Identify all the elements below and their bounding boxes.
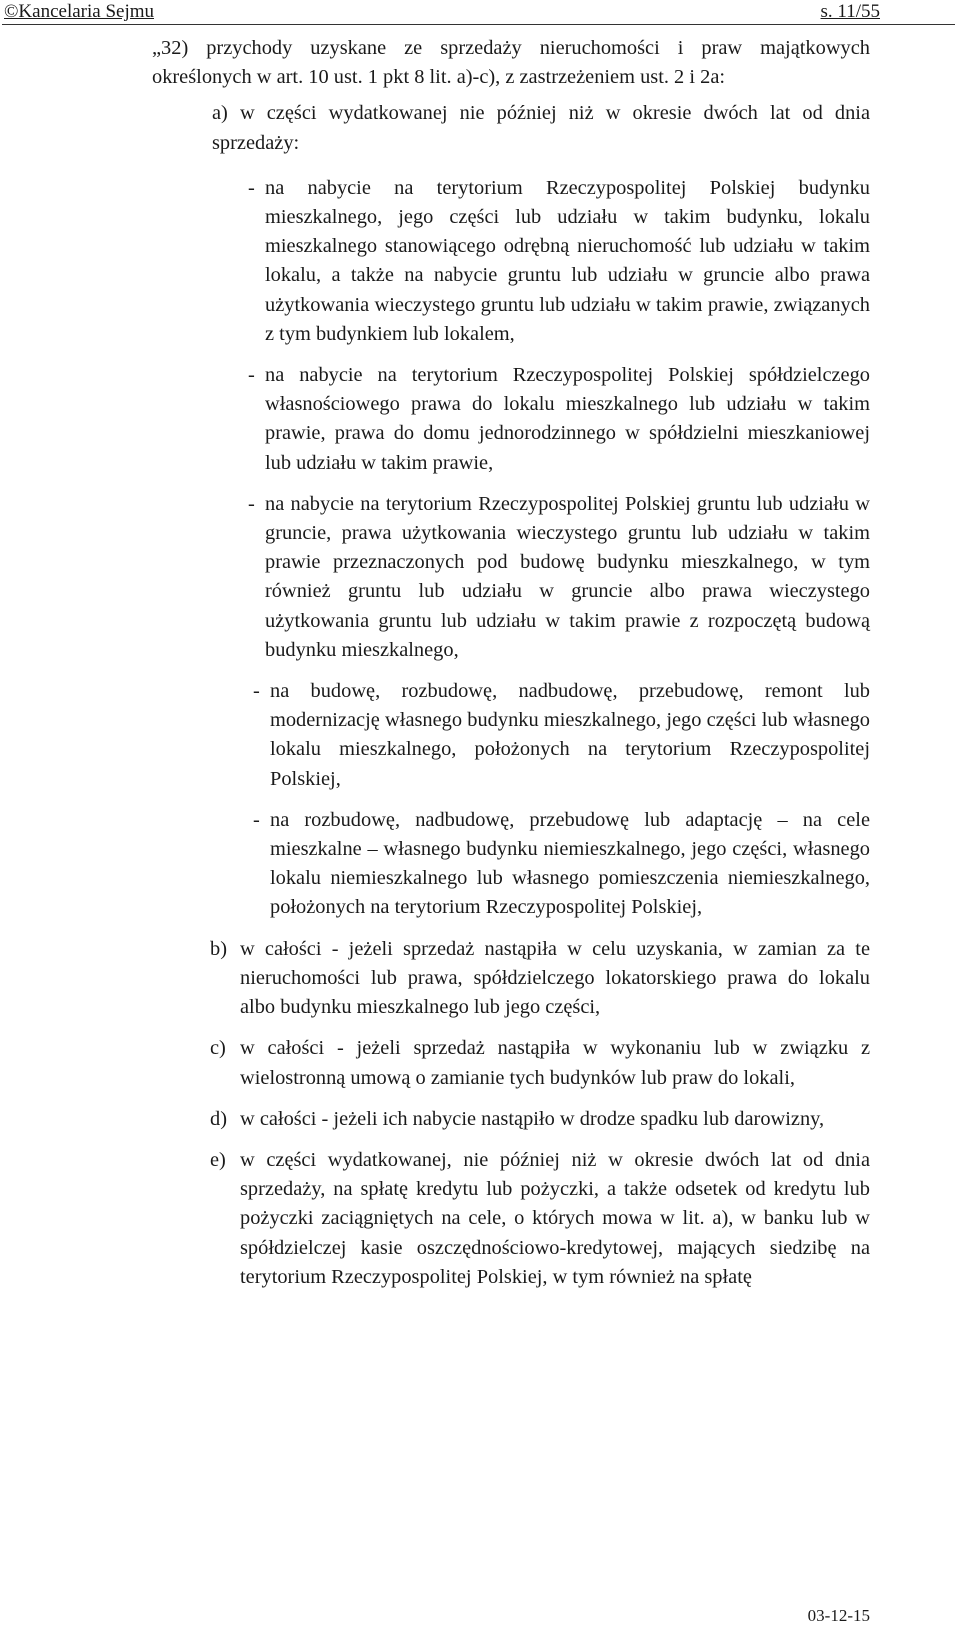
point-c: [210, 1034, 870, 1092]
dash-text: na budowę, rozbudowę, nadbudowę, przebudowę, remont lub modernizację własnego budynku mieszkalnego, jego części lub własnego lokalu mieszkalnego, położonych na terytorium Rzeczypospolitej Polskiej,: [270, 680, 870, 790]
dash-mark: -: [253, 680, 260, 703]
point-c-text: w całości - jeżeli sprzedaż nastąpiła w wykonaniu lub w związku z wielostronną umową o zamianie tych budynków lub praw do lokali,: [240, 1037, 870, 1089]
dash-item: [248, 174, 870, 349]
point-c-mark: c): [210, 1037, 226, 1060]
point-d: [210, 1105, 870, 1134]
dash-text: na nabycie na terytorium Rzeczypospolitej Polskiej gruntu lub udziału w gruncie, prawa użytkowania wieczystego gruntu lub udziału w takim prawie przeznaczonych pod budowę budynku mieszkalnego, w tym również gruntu lub udziału w gruncie albo prawa wieczystego użytkowania gruntu lub udziału w takim prawie z rozpoczętą budową budynku mieszkalnego,: [265, 492, 870, 661]
document-body: [0, 28, 960, 1292]
point-b-text: w całości - jeżeli sprzedaż nastąpiła w celu uzyskania, w zamian za te nieruchomości lub prawa, spółdzielczego lokatorskiego prawa do lokalu albo budynku mieszkalnego lub jego części,: [240, 937, 870, 1019]
point-b: [210, 935, 870, 1023]
dash-item: [248, 490, 870, 665]
page-number-link[interactable]: s. 11/55: [820, 1, 880, 22]
copyright-link[interactable]: ©Kancelaria Sejmu: [4, 1, 155, 22]
point-d-text: w całości - jeżeli ich nabycie nastąpiło w drodze spadku lub darowizny,: [240, 1107, 825, 1130]
dash-mark: -: [248, 364, 255, 387]
dash-text: na nabycie na terytorium Rzeczypospolitej Polskiej budynku mieszkalnego, jego części lub udziału w takim budynku, lokalu mieszkalnego stanowiącego odrębną nieruchomość lub udziału w takim lokalu, a także na nabycie gruntu lub udziału w gruncie albo prawa użytkowania wieczystego gruntu lub udziału w takim prawie, związanych z tym budynkiem lub lokalem,: [265, 176, 870, 345]
point-a-text: w części wydatkowanej nie później niż w okresie dwóch lat od dnia sprzedaży:: [212, 102, 870, 154]
point-a-mark: a): [212, 102, 228, 125]
point-a: [212, 99, 870, 157]
point-e-text: w części wydatkowanej, nie później niż w okresie dwóch lat od dnia sprzedaży, na spłatę kredytu lub pożyczki, a także odsetek od kredytu lub pożyczki zaciągniętych na cele, o których mowa w lit. a), w banku lub w spółdzielczej kasie oszczędnościowo-kredytowej, mających siedzibę na terytorium Rzeczypospolitej Polskiej, w tym również na spłatę: [240, 1148, 870, 1288]
dash-mark: -: [248, 492, 255, 515]
page-header: [0, 0, 960, 26]
dash-text: na nabycie na terytorium Rzeczypospolitej Polskiej spółdzielczego własnościowego prawa do lokalu mieszkalnego lub udziału w takim prawie, prawa do domu jednorodzinnego w spółdzielni mieszkaniowej lub udziału w takim prawie,: [265, 364, 870, 474]
point-e-mark: e): [210, 1148, 226, 1171]
point-b-mark: b): [210, 937, 227, 960]
dash-mark: -: [253, 808, 260, 831]
header-divider: [2, 24, 955, 25]
dash-item: [248, 361, 870, 478]
paragraph-intro: „32) przychody uzyskane ze sprzedaży nieruchomości i praw majątkowych określonych w art. 10 ust. 1 pkt 8 lit. a)-c), z zastrzeżeniem ust. 2 i 2a:: [152, 37, 870, 89]
point-e: [210, 1146, 870, 1292]
dash-item: [253, 806, 870, 923]
dash-mark: -: [248, 176, 255, 199]
point-d-mark: d): [210, 1107, 227, 1130]
dash-text: na rozbudowę, nadbudowę, przebudowę lub adaptację – na cele mieszkalne – własnego budynku niemieszkalnego, jego części, własnego lokalu niemieszkalnego lub własnego pomieszczenia niemieszkalnego, położonych na terytorium Rzeczypospolitej Polskiej,: [270, 808, 870, 919]
dash-item: [253, 677, 870, 794]
footer-date: 03-12-15: [807, 1606, 870, 1625]
